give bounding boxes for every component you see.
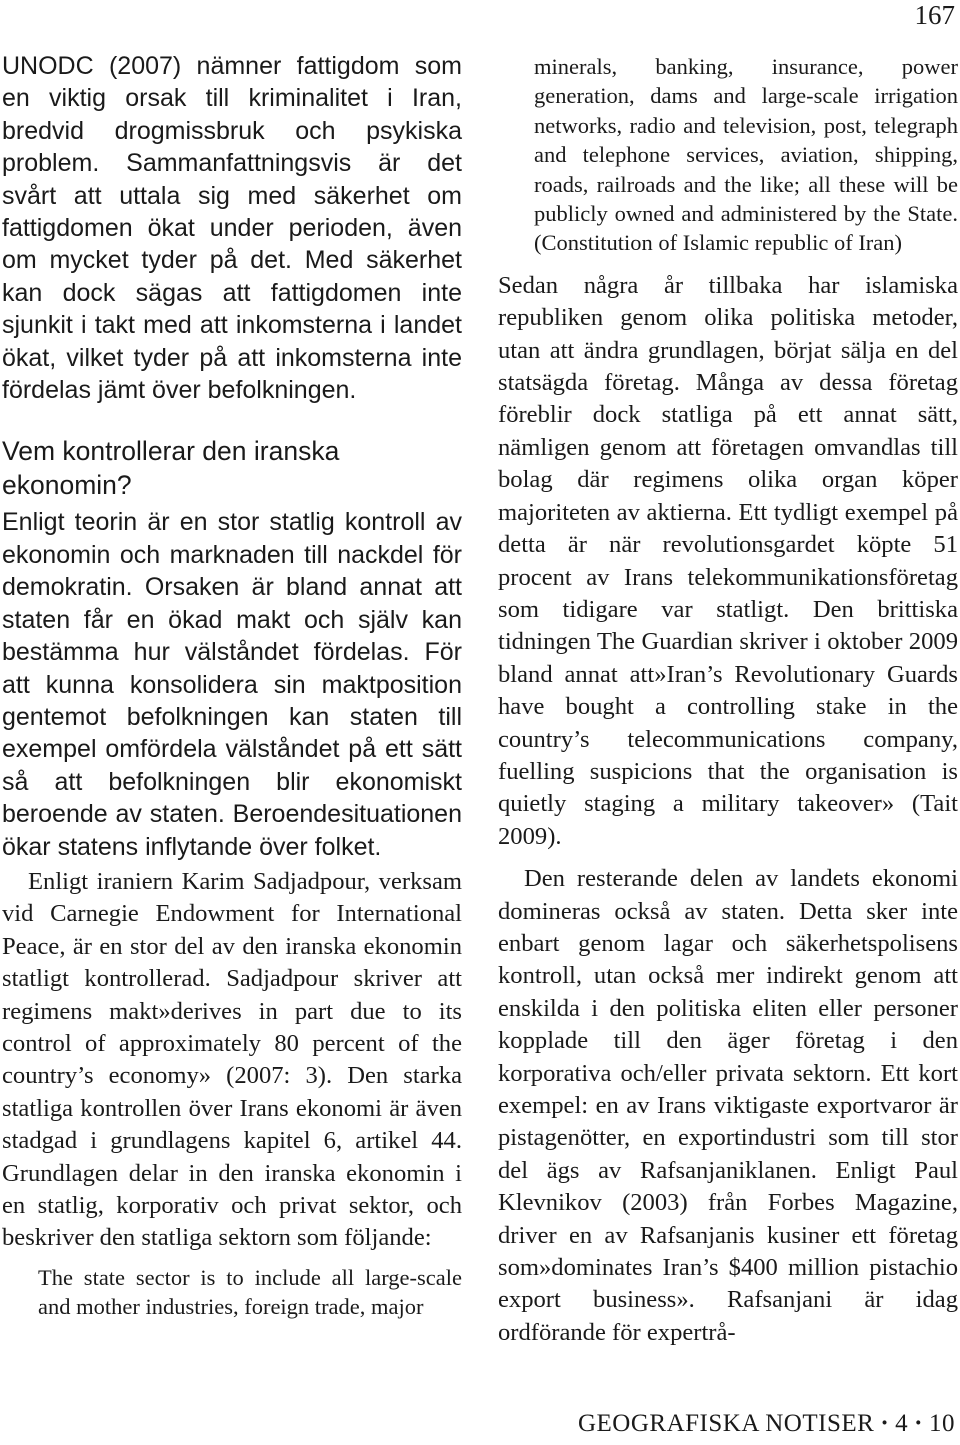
constitution-quote-start: The state sector is to include all large-scale and mother industries, foreign trade, major (38, 1264, 462, 1320)
constitution-quote-end: minerals, banking, insurance, power generation, dams and large-scale irrigation networks, radio and television, post, telegraph and telephone services, aviation, shipping, roads, railroads and the like; all these will be publicly owned and administered by the State. (Constitution of Islamic republic of Iran) (534, 54, 958, 256)
journal-footer (578, 1409, 955, 1439)
paragraph-poverty-summary: UNODC (2007) nämner fattigdom som en viktig orsak till kriminalitet i Iran, bredvid drogmissbruk och psykiska problem. Sammanfattningsvis är det svårt att uttala sig med säkerhet om fattigdomen ökat under perioden, även om mycket tyder på det. Med säkerhet kan dock sägas att fattigdomen inte sjunkit i takt med att inkomsterna i landet ökat, vilket tyder på att inkomsterna inte fördelas jämt över befolkningen. (2, 52, 462, 405)
journal-volume: 4 (895, 1410, 909, 1437)
right-column (498, 52, 958, 1349)
paragraph-state-control-theory: Enligt teorin är en stor statlig kontroll av ekonomin och marknaden till nackdel för demokratin. Orsaken är bland annat att staten får en ökad makt och själv kan bestämma hur välståndet fördelas. För att kunna konsolidera sin maktposition gentemot befolkningen kan staten till exempel omfördela välståndet på ett sätt så att befolkningen blir ekonomiskt beroende av staten. Beroendesituationen ökar statens inflytande över folket. (2, 508, 462, 861)
paragraph-sadjadpour: Enligt iraniern Karim Sadjadpour, verksam vid Carnegie Endowment for International Peace, är en stor del av den iranska ekonomin statligt kontrollerad. Sadjadpour skriver att regimens makt»derives in part due to its control of approximately 80 percent of the country’s economy» (2007: 3). Den starka statliga kontrollen över Irans ekonomi är även stadgad i grundlagens kapitel 6, artikel 44. Grundlagen delar in den iranska ekonomin i en statlig, korporativ och privat sektor, och beskriver den statliga sektorn som följande: (2, 867, 462, 1252)
section-heading: Vem kontrollerar den iranska ekonomin? (2, 436, 340, 501)
separator-dot: · (880, 1410, 890, 1437)
paragraph-privatization: Sedan några år tillbaka har islamiska republiken genom olika politiska metoder, utan att ändra grundlagen, börjat sälja en del statsägda företag. Många av dessa företag föreblir dock statliga på ett annat sätt, nämligen genom att företagen omvandlas till bolag där regimens olika organ köper majoriteten av aktierna. Ett tydligt exempel på detta är när revolutionsgardet köpte 51 procent av Irans telekommunikationsföretag som tidigare var statligt. Den brittiska tidningen The Guardian skriver i oktober 2009 bland annat att»Iran’s Revolutionary Guards have bought a controlling stake in the country’s telecommunications company, fuelling suspicions that the organisation is quietly staging a military takeover» (Tait 2009). (498, 271, 958, 850)
separator-dot: · (914, 1410, 923, 1437)
paragraph-economy-domination: Den resterande delen av landets ekonomi domineras också av staten. Detta sker inte enbart genom lagar och säkerhetspolisens kontroll, utan också mer indirekt genom att enskilda i den politiska eliten eller personer kopplade till den äger företag i den korporativa och/eller privata sektorn. Ett kort exempel: en av Irans viktigaste exportvaror är pistagenötter, en exportindustri som till stor del ägs av Rafsanjaniklanen. Enligt Paul Klevnikov (2003) från Forbes Magazine, driver en av Rafsanjanis kusiner ett företag som»dominates Iran’s $400 million pistachio export business». Rafsanjani är idag ordförande för expertrå- (498, 865, 958, 1346)
page-number: 167 (914, 0, 955, 30)
left-column (2, 50, 462, 1322)
journal-name: GEOGRAFISKA NOTISER (577, 1410, 875, 1437)
journal-issue: 10 (929, 1410, 955, 1437)
